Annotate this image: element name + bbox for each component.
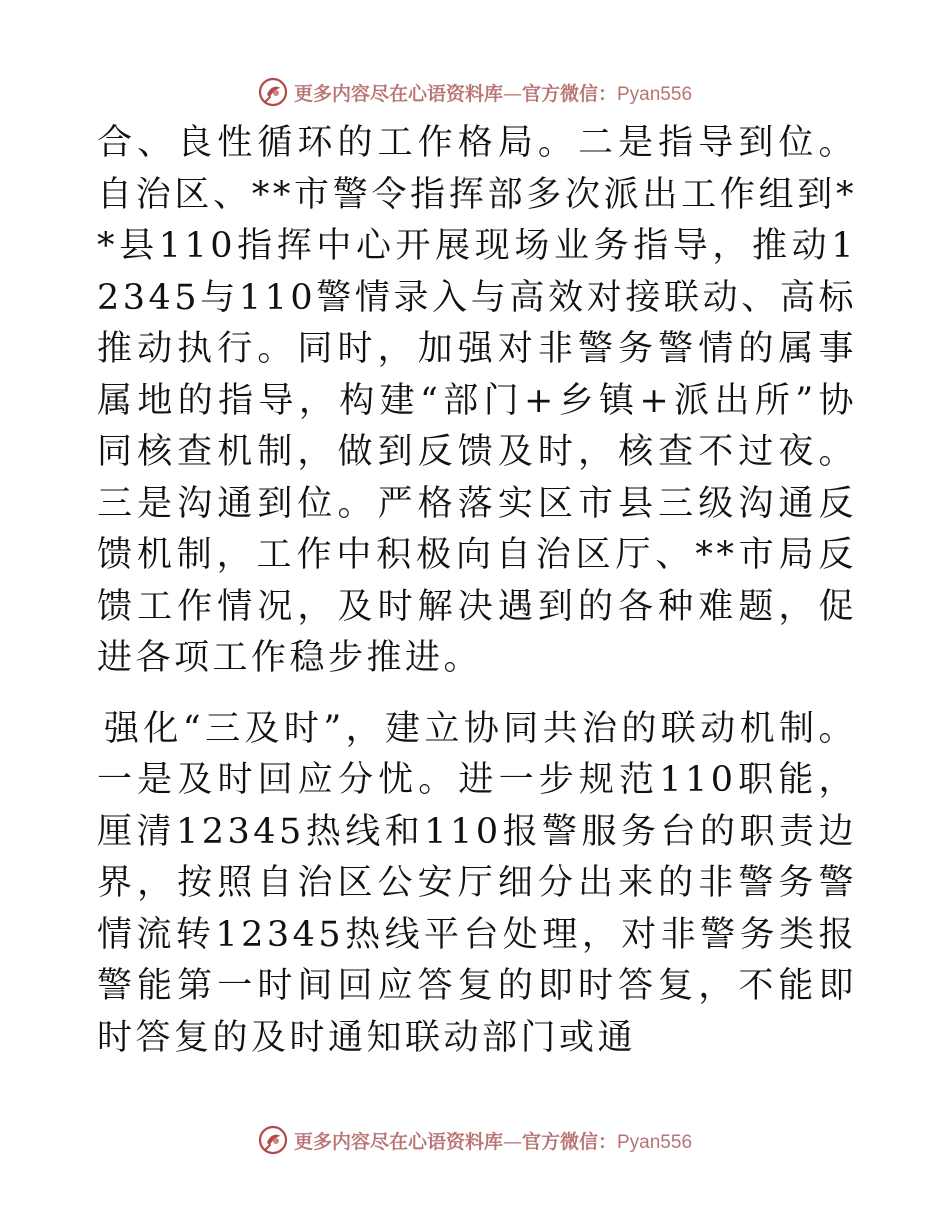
paragraph-1: 合、良性循环的工作格局。二是指导到位。自治区、**市警令指挥部多次派出工作组到**县110指挥中心开展现场业务指导，推动12345与110警情录入与高效对接联动、高标推动执行。同时，加强对非警务警情的属事属地的指导，构建“部门+乡镇+派出所”协同核查机制，做到反馈及时，核查不过夜。三是沟通到位。严格落实区市县三级沟通反馈机制，工作中积极向自治区厅、**市局反馈工作情况，及时解决遇到的各种难题，促进各项工作稳步推进。 xyxy=(97,123,857,678)
paragraph-2: 强化“三及时”，建立协同共治的联动机制。一是及时回应分忧。进一步规范110职能，厘清12345热线和110报警服务台的职责边界，按照自治区公安厅细分出来的非警务警情流转12345热线平台处理，对非警务类报警能第一时间回应答复的即时答复，不能即时答复的及时通知联动部门或通 xyxy=(97,708,857,1058)
watermark-wechat-id: Pyan556 xyxy=(617,1131,693,1153)
footer-watermark xyxy=(0,1120,950,1160)
header-watermark xyxy=(0,72,950,112)
watermark-text xyxy=(294,1127,692,1154)
document-body xyxy=(97,118,857,1064)
rose-pen-logo-icon xyxy=(258,1125,288,1155)
watermark-brand: 更多内容尽在心语资料库 xyxy=(293,1130,503,1153)
watermark-separator: — xyxy=(502,82,522,105)
watermark-wechat-label: 官方微信： xyxy=(521,1130,617,1153)
watermark-brand: 更多内容尽在心语资料库 xyxy=(293,82,503,105)
watermark-separator: — xyxy=(502,1130,522,1153)
watermark-wechat-id: Pyan556 xyxy=(617,83,693,105)
rose-pen-logo-icon xyxy=(258,77,288,107)
watermark-text xyxy=(294,79,692,106)
watermark-wechat-label: 官方微信： xyxy=(521,82,617,105)
